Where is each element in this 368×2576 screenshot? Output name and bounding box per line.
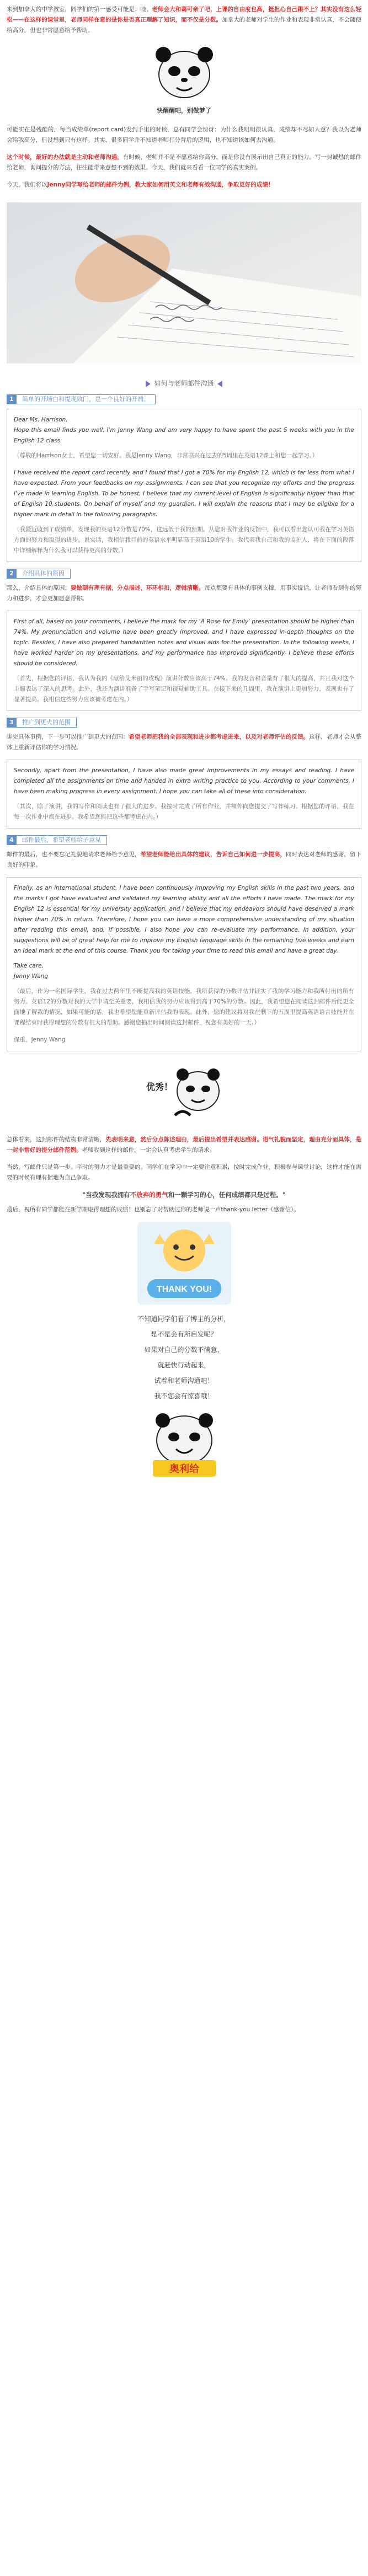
closing-line-1: 不知道同学们看了博主的分析， — [137, 1315, 231, 1323]
outro-p1-text: 总体看来，这封邮件的结构非常清晰， — [7, 1136, 106, 1143]
closing-line-6: 我不您会有惊喜哦！ — [154, 1392, 214, 1400]
letter-opening: Hope this email finds you well. I'm Jenny Wang and am very happy to have spent the past 5 weeks with you in the English 12 class. — [14, 427, 354, 444]
outro-paragraph-2: 当然，写邮件只是第一步。平时的努力才是最重要的。同学们在学习中一定要注意积累，按时完成作业，积极参与课堂讨论，这样才能在需要的时候有理有据地为自己争取。 — [7, 1164, 361, 1181]
section-3-intro-text-2: 这样，老师才会从整体上重新评估你的学习情况。 — [7, 734, 362, 751]
letter-opening-translation: （尊敬的Harrison女士，希望您一切安好。我是Jenny Wang，非常高兴在过去的5周里在英语12课上和您一起学习。） — [14, 452, 318, 459]
section-2-header — [7, 569, 361, 579]
section-3-number: 3 — [7, 718, 17, 728]
letter-signoff: Take care, — [14, 963, 44, 969]
section-2-letter-box — [7, 611, 361, 711]
letter-signature-translation: 保重，Jenny Wang — [14, 1036, 66, 1043]
title-right-marker — [217, 381, 222, 387]
panda-meme-image — [151, 42, 217, 103]
outro-section — [0, 1135, 368, 1215]
excellent-meme-image — [143, 1058, 226, 1127]
meme-caption: 快醒醒吧，别做梦了 — [157, 107, 211, 114]
cheer-meme-word: 奥利给 — [169, 1463, 199, 1474]
letter-body-1-translation: （我最近收到了成绩单，发现我的英语12分数是70%，这远低于我的预期。从您对我作业的反馈中，我可以看出您认可我在学习英语方面的努力和取得的进步。说实话，我相信我目前的英语水平明显高于英语10的学生。我代表我自己和我的监护人，将在下面的段落中详细解释为什么我可以获得更高的分数。） — [14, 526, 354, 554]
letter-body-1: I have received the report card recently and I found that I got a 70% for my English 12, which is far less from what I have expected. From your feedbacks on my assignments, I can see that you recognize my efforts and the progress I've made in learning English. To be honest, I believe that my current level of English is significantly higher than that of English 10 students. On behalf of myself and my guardian, I will explain the reasons that I may be eligible for a higher mark in detail in the following paragraphs. — [14, 469, 354, 518]
section-4-intro-highlight: 希望老师能给出具体的建议，告诉自己如何进一步提高， — [140, 851, 286, 858]
letter-signature: Jenny Wang — [14, 973, 48, 980]
section-2-intro-text: 那么，介绍具体的原因： — [7, 585, 71, 591]
section-3-header — [7, 718, 361, 728]
quote-part-2: 和一颗学习的心， — [168, 1191, 219, 1199]
section-1-letter-box — [7, 409, 361, 562]
letter-closing-translation: （最后，作为一名国际学生，我在过去两年里不断提高我的英语技能，我所获得的分数评估并证实了我的学习能力和我所付出的所有努力。英语12的分数对我的大学申请至关重要，我相信我的努力应该得到高于70%的分数。因此，我希望您在阅读这封邮件后能更全面地了解我的情况，如果可能的话，我也希望您能重新评估我的表现。此外，您的建议将对我在剩下的五周里提高英语语言技能并在课程结束时获得理想的分数有很大的帮助。感谢您抽出时间阅读这封邮件，祝您有美好的一天。） — [14, 988, 354, 1026]
section-2-intro — [7, 583, 361, 604]
closing-line-5: 试着和老师沟通吧！ — [154, 1377, 214, 1385]
section-4-intro-text-2: 同时表达对老师的感谢，留下良好的印象。 — [7, 851, 362, 868]
quote-highlight: 不放弃的勇气 — [130, 1191, 168, 1199]
guide-title-text: 如何与老师邮件沟通 — [154, 380, 214, 387]
section-4-header — [7, 835, 361, 845]
closing-line-2: 是不是会有所启发呢？ — [151, 1330, 217, 1338]
outro-quote — [7, 1190, 361, 1200]
letter-body-2-translation: （首先，根据您的评语，我认为我的《献给艾米丽的玫瑰》演讲分数应该高于74%。我的发音和音量有了很大的提高，并且我对这个主题表达了深入的思考。此外，我还为演讲准备了手写笔记和视觉辅助工具。在接下来的几周里，我在演讲上更加努力，表现也有了显著提高。我相信这些努力应该被考虑在内。） — [14, 675, 354, 703]
intro-p4-highlight: Jenny同学写给老师的邮件为例，教大家如何用英文和老师有效沟通，争取更好的成绩！ — [47, 181, 274, 188]
section-4-letter-box — [7, 877, 361, 1051]
intro-p3-highlight: 这个时候，最好的办法就是主动和老师沟通。 — [7, 154, 123, 161]
section-4-label: 邮件最后，希望老师给予意见 — [17, 835, 107, 845]
section-1-label: 简单的开场白和提现致门，是一个良好的开端。 — [17, 394, 156, 404]
intro-section — [0, 0, 368, 36]
section-3-label: 推广到更大的范围 — [17, 718, 77, 728]
section-4-number: 4 — [7, 835, 17, 845]
outro-paragraph-3: 最后，祝所有同学都能在新学期取得理想的成绩！也别忘了对帮助过你的老师说一声thank-you letter（感谢信）。 — [7, 1206, 300, 1213]
closing-line-3: 如果对自己的分数不满意， — [144, 1346, 224, 1354]
section-2-intro-highlight: 要做到有理有据，分点描述，环环相扣，逻辑清晰。 — [70, 585, 205, 591]
letter-body-3-translation: （其次，除了演讲，我的写作和阅读也有了很大的进步。我按时完成了所有作业，并额外向您提交了写作练习。根据您的评语，我在每一次作业中都在进步。我希望您能把这些都考虑在内。） — [14, 803, 354, 820]
section-3-intro-highlight: 希望老师把我的全部表现和进步都考虑进来，以及对老师评估的反馈。 — [129, 734, 310, 740]
section-3-letter-box — [7, 760, 361, 829]
intro-paragraph-4 — [7, 180, 361, 190]
section-2-label: 介绍具体的原因 — [17, 569, 71, 579]
intro-highlight: 老师会大和蔼可亲了吧，上课的自由度也高，挺担心自己跟不上？其实没有这么轻松——在这样的课堂里，老师同样在意的是你是否真正理解了知识，而不仅是分数。 — [7, 6, 362, 23]
writing-photo — [7, 202, 361, 364]
outro-p1-highlight: 先表明来意，然后分点陈述理由，最后提出希望并表达感谢。语气礼貌而坚定，理由充分而具体，是一封非常好的提分邮件范例。 — [7, 1136, 362, 1153]
letter-closing: Finally, as an international student, I have been continuously improving my English skills in the past two years, and the marks I got have evaluated and validated my learning ability and all the efforts I have made. The mark for my English 12 is essential for my university application, and I believe that my endeavors should have deserved a mark higher than 70% in return. Therefore, I hope you can have a more comprehensive understanding of my situation after reading this email, and, if possible, I also hope you can re-evaluate my performance. In addition, your suggestions will be of great help for me to improve my English language skills in the remaining five weeks and earn an ideal mark at the end of this course. Thank you for taking your time to read this email and have a great day. — [14, 885, 354, 954]
section-3-intro-text: 讲完具体事例，下一步可以推广到更大的范围： — [7, 734, 129, 740]
section-3-intro — [7, 732, 361, 753]
section-1-number: 1 — [7, 394, 17, 404]
section-4-intro-text: 邮件的最后，也不要忘记礼貌地请求老师给予意见， — [7, 851, 141, 858]
section-2 — [0, 569, 368, 711]
intro-paragraph-2: 可能实在是残酷的，每当成绩单(report card)发到手里的时候，总有同学会惊讶：为什么我明明很认真，成绩却不尽如人意？我以为老师会给我高分，但没想到只有这样。其实，很多同学并不知道老师打分背后的逻辑，也不知道该如何去沟通。 — [7, 126, 361, 143]
cheer-meme-image — [143, 1408, 226, 1480]
quote-part-3: 任何成绩都只是过程。" — [218, 1191, 286, 1199]
outro-p1-text-2: 老师收到这样的邮件，一定会认真考虑学生的请求。 — [82, 1147, 215, 1153]
section-4 — [0, 835, 368, 1051]
section-1-header — [7, 394, 361, 404]
guide-title — [0, 378, 368, 389]
letter-body-3: Secondly, apart from the presentation, I have also made great improvements in my essays and reading. I have completed all the assignments on time and handed in extra writing practice to you. According to your comments, I have been making progress in every assignment. I hope you can take all of these into consideration. — [14, 767, 354, 795]
thank-you-text: THANK YOU! — [156, 1285, 212, 1294]
section-4-intro — [7, 849, 361, 870]
letter-body-2: First of all, based on your comments, I believe the mark for my 'A Rose for Emily' presentation should be higher than 74%. My pronunciation and volume have been greatly improved, and I have expressed in-depth thoughts on the topic. Besides, I have also prepared handwritten notes and visual aids for the presentation. In the following weeks, I have worked harder on my presentations, and my performance has improved significantly. I believe these efforts should be considered. — [14, 618, 354, 667]
section-2-intro-text-2: 每点都要有具体的事例支撑，用事实说话，让老师看到你的努力和进步，才会更加愿意帮你。 — [7, 585, 362, 602]
closing-line-4: 就赶快行动起来， — [157, 1361, 211, 1369]
closing-block — [0, 1311, 368, 1404]
quote-part-1: "当我发现我拥有 — [82, 1191, 130, 1199]
intro-p3-text: 有时候，老师并不是不愿意给你高分，而是你没有展示出自己真正的能力。写一封诚恳的邮件给老师，询问提分的方法，往往能带来意想不到的效果。今天，我们就来看看一位同学的真实案例。 — [7, 154, 362, 171]
intro-text: 来到加拿大的中学教室，同学们的第一感受可能是：哇， — [7, 6, 152, 13]
intro-paragraph-1 — [7, 4, 361, 36]
intro-p4-text: 今天，我们将以 — [7, 181, 47, 188]
section-3 — [0, 718, 368, 829]
intro-text-2: 加拿大的老师对学生的作业和表现非常认真，不会随便给高分，但也非常愿意给予帮助。 — [7, 17, 362, 34]
thank-you-image — [137, 1222, 231, 1305]
section-1 — [0, 394, 368, 562]
letter-salutation: Dear Ms. Harrison, — [14, 416, 68, 423]
section-2-number: 2 — [7, 569, 17, 579]
excellent-meme-word: 优秀！ — [146, 1083, 173, 1092]
intro-body — [0, 125, 368, 190]
title-left-marker — [146, 381, 151, 387]
outro-paragraph-1 — [7, 1135, 361, 1156]
intro-paragraph-3 — [7, 152, 361, 173]
